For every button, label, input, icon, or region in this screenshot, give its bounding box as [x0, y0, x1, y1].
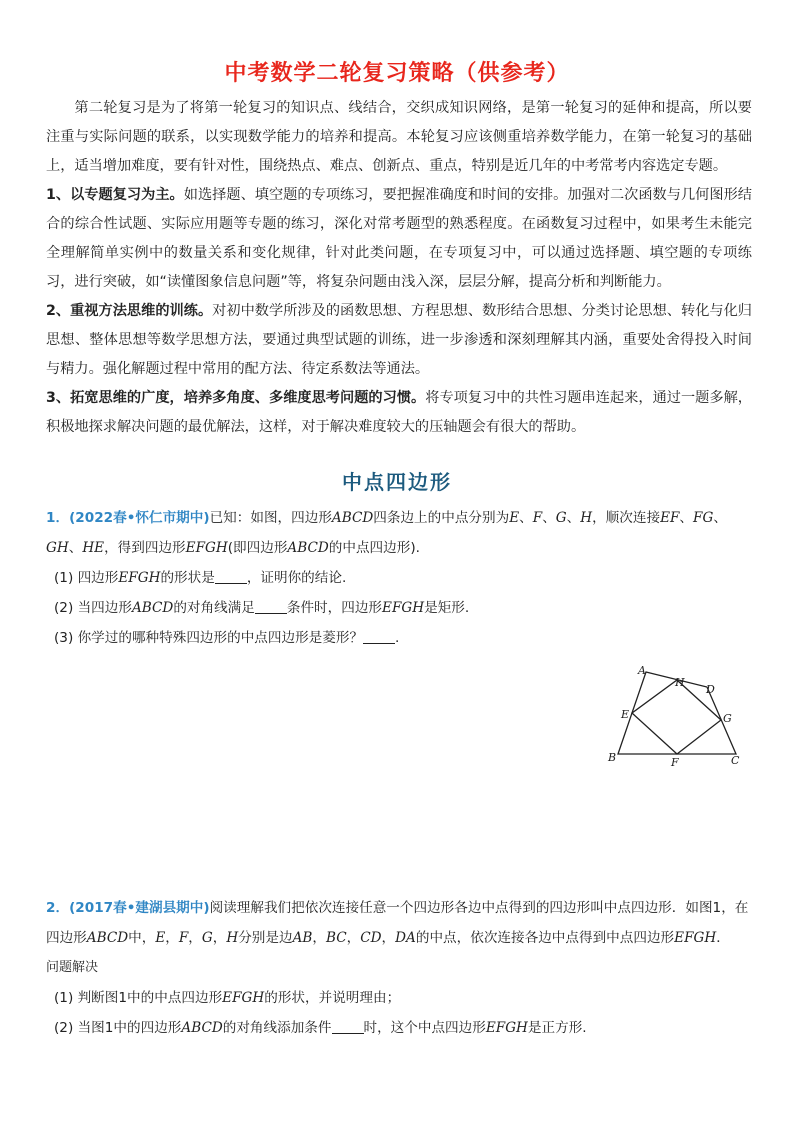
stem-text: 阅读理解我们把依次连接任意一个四边形各边中点得到的四边形叫中点四边形．如图1，在四边形 [46, 900, 749, 946]
var-g: G [555, 510, 567, 526]
q-text: (2) 当图1中的四边形 [54, 1020, 182, 1036]
q-text: (3) 你学过的哪种特殊四边形的中点四边形是菱形？ [54, 630, 364, 646]
q-text: 条件时，四边形 [286, 600, 383, 616]
sep: 、 [713, 510, 727, 526]
label-g: G [723, 712, 732, 725]
sep: 、 [566, 510, 581, 526]
item-2-body: 对初中数学所涉及的函数思想、方程思想、数形结合思想、分类讨论思想、转化与化归思想、整体思想等数学思想方法，要通过典型试题的训练，进一步渗透和深刻理解其内涵，重要处舍得投入时间与精力。强化解题过程中常用的配方法、待定系数法等通法。 [46, 303, 752, 377]
item-1-body: 如选择题、填空题的专项练习，要把握准确度和时间的安排。加强对二次函数与几何图形结合的综合性试题、实际应用题等专题的练习，深化对常考题型的熟悉程度。在函数复习过程中，如果考生未能完全理解简单实例中的数量关系和变化规律，针对此类问题，在专项复习中，可以通过选择题、填空题的专项练习，进行突破，如“读懂图象信息问题”等，将复杂问题由浅入深，层层分解，提高分析和判断能力。 [46, 187, 752, 290]
sep: 、 [679, 510, 694, 526]
stem-text: ． [716, 930, 730, 946]
label-d: D [706, 683, 715, 696]
q-text: 的形状是 [160, 570, 215, 586]
var-g: G [201, 930, 213, 946]
item-3-heading: 3、拓宽思维的广度，培养多角度、多维度思考问题的习惯。 [46, 390, 426, 406]
stem-text: 已知：如图，四边形 [209, 510, 332, 526]
q-text: 时，这个中点四边形 [363, 1020, 486, 1036]
sep: ， [165, 930, 179, 946]
stem-text: (即四边形 [227, 540, 288, 556]
var-abcd: ABCD [287, 540, 329, 556]
var-he: HE [82, 540, 105, 556]
q-text: 的对角线添加条件 [222, 1020, 332, 1036]
q-text: . [395, 630, 400, 646]
answer-blank[interactable] [363, 629, 395, 644]
answer-blank[interactable] [255, 599, 287, 614]
q-text: ，证明你的结论. [246, 570, 347, 586]
var-e: E [155, 930, 166, 946]
var-efgh: EFGH [382, 600, 425, 616]
q-text: 是正方形. [527, 1020, 587, 1036]
q-text: (1) 四边形 [54, 570, 119, 586]
problem-2-number: 2． [46, 900, 70, 916]
stem-text: 的中点，依次连接各边中点得到中点四边形 [415, 930, 675, 946]
var-ef: EF [660, 510, 680, 526]
problem-1-question-1 [46, 563, 752, 593]
problem-1 [46, 503, 752, 653]
stem-text: 的中点四边形). [328, 540, 420, 556]
q-text: (1) 判断图1中的中点四边形 [54, 990, 223, 1006]
var-bc: BC [325, 930, 347, 946]
stem-text: 四条边上的中点分别为 [373, 510, 510, 526]
label-h: H [675, 676, 685, 689]
intro-item-3 [46, 384, 752, 442]
intro-item-2 [46, 297, 752, 384]
var-fg: FG [693, 510, 714, 526]
label-f: F [671, 756, 679, 769]
stem-text: ，得到四边形 [104, 540, 186, 556]
problem-1-question-3 [46, 623, 752, 653]
answer-blank[interactable] [215, 569, 247, 584]
label-e: E [621, 708, 630, 721]
sep: ， [312, 930, 326, 946]
var-h: H [226, 930, 239, 946]
section-title: 中点四边形 [342, 470, 452, 494]
item-2-heading: 2、重视方法思维的训练。 [46, 303, 213, 319]
page-title: 中考数学二轮复习策略（供参考） [224, 61, 570, 86]
intro-paragraph: 第二轮复习是为了将第一轮复习的知识点、线结合，交织成知识网络，是第一轮复习的延伸和提高，所以要注重与实际问题的联系，以实现数学能力的培养和提高。本轮复习应该侧重培养数学能力，在第一轮复习的基础上，适当增加难度，要有针对性，围绕热点、难点、创新点、重点，特别是近几年的中考常考内容选定专题。 [46, 100, 752, 174]
item-1-heading: 1、以专题复习为主。 [46, 187, 184, 203]
sep: ， [188, 930, 202, 946]
var-abcd: ABCD [86, 930, 129, 946]
quadrilateral-figure [600, 660, 750, 772]
var-abcd: ABCD [131, 600, 174, 616]
stem-text: 中， [128, 930, 156, 946]
var-efgh: EFGH [118, 570, 161, 586]
q-text: 的形状，并说明理由； [264, 990, 401, 1006]
problem-2-question-2 [46, 1013, 752, 1043]
var-efgh: EFGH [674, 930, 717, 946]
var-efgh: EFGH [185, 540, 228, 556]
problem-1-number: 1． [46, 510, 70, 526]
var-abcd: ABCD [331, 510, 374, 526]
sep: ， [212, 930, 227, 946]
intro-section [46, 94, 752, 442]
sep: 、 [519, 510, 533, 526]
problem-1-source: (2022春•怀仁市期中) [69, 510, 210, 526]
var-efgh: EFGH [222, 990, 265, 1006]
stem-text: ，顺次连接 [592, 510, 661, 526]
var-f: F [178, 930, 189, 946]
var-e: E [509, 510, 520, 526]
var-cd: CD [360, 930, 382, 946]
sep: ， [346, 930, 361, 946]
var-gh: GH [46, 540, 69, 556]
var-ab: AB [292, 930, 313, 946]
q-text: (2) 当四边形 [54, 600, 132, 616]
problem-2-source: (2017春•建湖县期中) [69, 900, 210, 916]
sep: ， [381, 930, 396, 946]
label-b: B [608, 751, 617, 764]
label-a: A [638, 664, 646, 677]
var-f: F [532, 510, 543, 526]
q-text: 的对角线满足 [173, 600, 255, 616]
stem-text: 分别是边 [238, 930, 293, 946]
label-c: C [731, 754, 740, 767]
problem-1-stem [46, 503, 752, 563]
answer-blank[interactable] [332, 1019, 364, 1034]
intro-item-1 [46, 181, 752, 297]
sep: 、 [68, 540, 83, 556]
problem-2-question-1 [46, 983, 752, 1013]
var-h: H [580, 510, 593, 526]
sep: 、 [542, 510, 556, 526]
q-text: 是矩形. [424, 600, 470, 616]
item-3-body: 将专项复习中的共性习题串连起来，通过一题多解，积极地探求解决问题的最优解法，这样，对于解决难度较大的压轴题会有很大的帮助。 [46, 390, 752, 435]
problem-2-subheading: 问题解决 [46, 960, 99, 975]
var-da: DA [395, 930, 416, 946]
problem-2 [46, 893, 752, 1043]
problem-1-question-2 [46, 593, 752, 623]
var-abcd: ABCD [181, 1020, 223, 1036]
problem-2-stem [46, 893, 752, 953]
var-efgh: EFGH [485, 1020, 528, 1036]
